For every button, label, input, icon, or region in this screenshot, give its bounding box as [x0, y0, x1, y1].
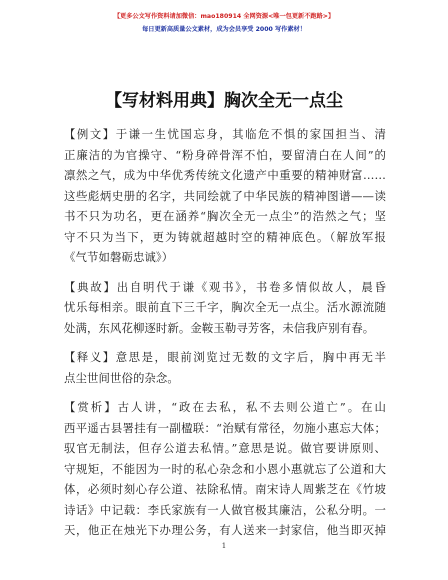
- text-line: 凛然之气，成为中华优秀传统文化遗产中重要的精神财富……: [64, 168, 386, 182]
- paragraph-allusion: [64, 277, 386, 339]
- text-line: 这些彪炳史册的名字，共同绘就了中华民族的精神图谱——读: [64, 188, 386, 203]
- text-line: 《气节如磐砺忠诚》）: [64, 250, 174, 264]
- page-number: 1: [221, 542, 227, 550]
- text-line: 诗话》中记载：李氏家族有一人做官极其廉洁，公私分明。一: [64, 502, 386, 517]
- text-line: 忧乐每相亲。眼前直下三千字，胸次全无一点尘。活水源流随: [64, 300, 386, 314]
- text-line: 【例文】于谦一生忧国忘身，其临危不惧的家国担当、清: [64, 127, 386, 141]
- paragraph-example: [64, 124, 386, 268]
- text-line: 正廉洁的为官操守、“粉身碎骨浑不怕，要留清白在人间”的: [64, 147, 386, 162]
- text-line: 【赏析】古人讲，“政在去私，私不去则公道亡”。在山: [64, 400, 386, 414]
- text-line: 天，他正在烛光下办理公务，有人送来一封家信，他当即灭掉: [64, 523, 386, 537]
- paragraph-interpretation: [64, 347, 386, 388]
- text-line: 西平遥古县署挂有一副楹联：“治赋有常径，勿施小惠忘大体；: [64, 420, 386, 435]
- document-body: [64, 124, 386, 550]
- text-line: 处满，东风花柳逐时新。金鞍玉勒寻芳客，未信我庐别有春。: [64, 320, 375, 335]
- paragraph-appreciation: [64, 397, 386, 541]
- text-line: 守规矩，不能因为一时的私心杂念和小恩小惠就忘了公道和大: [64, 461, 386, 476]
- header-promo-line-2: 每日更新高质量公文素材，成为会员享受 2000 写作素材！: [142, 26, 306, 33]
- document-title: 【写材料用典】胸次全无一点尘: [105, 91, 343, 111]
- text-line: 守不只为当下，更为铸就超越时空的精神底色。（解放军报: [64, 229, 386, 244]
- text-line: 体，必须时刻心存公道、祛除私情。南宋诗人周紫芝在《竹坡: [64, 482, 386, 496]
- text-line: 驭官无制法，但存公道去私情。”意思是说。做官要讲原则、: [64, 441, 386, 455]
- text-line: 【释义】意思是，眼前浏览过无数的文字后，胸中再无半: [64, 350, 386, 364]
- header-promo-line-1: 【更多公文写作资料请加微信：mao180914 全网资源<唯一包更新不跑路>】: [113, 13, 335, 20]
- text-line: 点尘世间世俗的杂念。: [64, 370, 179, 385]
- text-line: 【典故】出自明代于谦《观书》，书卷多情似故人，晨昏: [64, 279, 386, 294]
- text-line: 书不只为功名，更在涵养“胸次全无一点尘”的浩然之气；坚: [64, 209, 386, 223]
